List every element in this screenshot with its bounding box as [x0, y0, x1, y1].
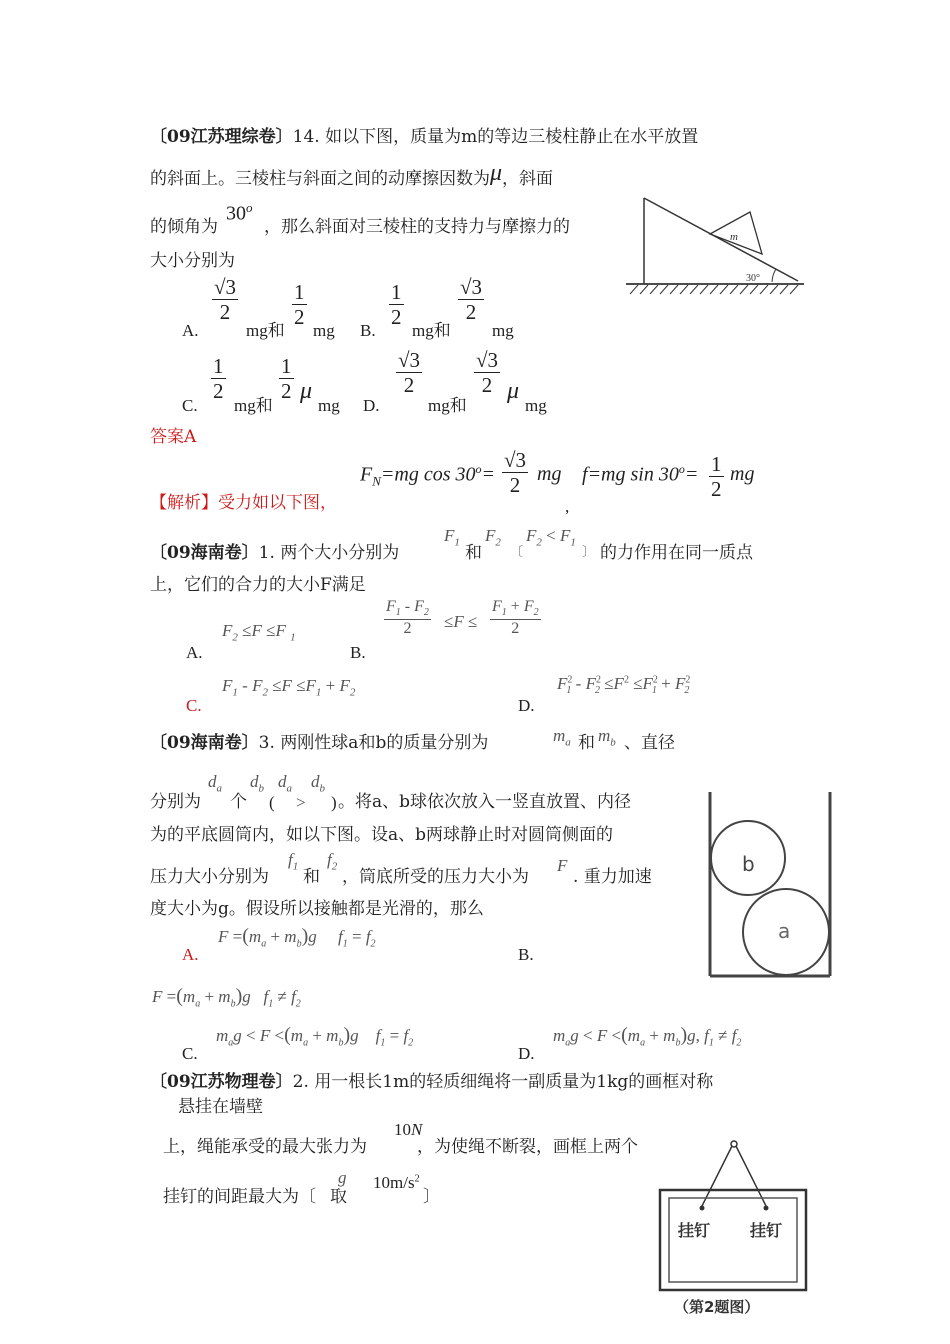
- q1-eq-friction-mg: mg: [730, 463, 755, 485]
- q1-option-c-frac1: $\frac{1}{2}$: [213, 354, 224, 404]
- q1-option-b-text: mg和: [412, 321, 451, 340]
- q1-analysis: 【解析】受力如以下图，: [150, 493, 337, 513]
- frame-inner: [669, 1198, 797, 1282]
- nail-left: [700, 1206, 705, 1211]
- q3-line4c: . 重力加速: [573, 867, 652, 887]
- q3-option-a-label: A.: [182, 945, 199, 964]
- q3-paren-open: (: [269, 793, 275, 812]
- frame-outer: [660, 1190, 806, 1290]
- q2-line1b: 的力作用在同一质点: [600, 543, 753, 563]
- q3-tag: 〔09海南卷〕: [150, 733, 259, 753]
- q2-tag: 〔09海南卷〕: [150, 543, 259, 563]
- q2-option-a-label: A.: [186, 643, 203, 662]
- q3-line5: 度大小为g。假设所以接触都是光滑的，那么: [150, 899, 484, 919]
- q3-option-d-label: D.: [518, 1044, 535, 1063]
- q1-option-d-mu: μ: [507, 378, 520, 404]
- q1-line2: 的斜面上。三棱柱与斜面之间的动摩擦因数为μ，斜面: [150, 160, 554, 189]
- q3-mb: $m_b$: [598, 726, 616, 749]
- q2-option-b-middle: ≤F ≤: [444, 612, 478, 631]
- q2-condition: $F_2 < F_1$: [526, 526, 576, 549]
- q1-option-d-frac1: $\frac{√3}{2}$: [398, 348, 421, 398]
- q1-option-a-frac2: $\frac{1}{2}$: [294, 280, 305, 330]
- q2-and: 和: [465, 543, 482, 563]
- q1-tag: 〔09江苏理综卷〕: [150, 127, 293, 147]
- q3-ma: $m_a$: [553, 726, 571, 749]
- q2-f2: $F_2$: [485, 526, 501, 549]
- q3-f1: $f_1$: [288, 850, 299, 873]
- q2-line2: 上，它们的合力的大小F满足: [150, 575, 366, 595]
- q1-option-c-label: C.: [182, 396, 198, 415]
- q3-paren-close: ): [331, 793, 337, 812]
- q1-eq-friction: f=mg $\sin 30^o=$: [582, 462, 699, 486]
- q4-line1: 〔09江苏物理卷〕2. 用一根长1m的轻质细绳将一副质量为1kg的画框对称: [150, 1072, 714, 1092]
- q2-line1: 〔09海南卷〕1. 两个大小分别为: [150, 543, 400, 563]
- q1-option-d-frac2: $\frac{√3}{2}$: [476, 348, 499, 398]
- q1-option-b-mg: mg: [492, 321, 514, 340]
- q2-option-a-expr: $F_2 \le F \le F$ $_1$: [222, 621, 296, 644]
- cylinder-figure: [700, 788, 840, 982]
- q3-F: F: [557, 856, 568, 875]
- q1-eq-normal-mg: mg: [537, 463, 562, 485]
- q1-answer: 答案A: [150, 427, 197, 447]
- q3-option-b-label: B.: [518, 945, 534, 964]
- q4-g: g: [338, 1168, 347, 1187]
- q3-da: $d_a$: [208, 772, 222, 795]
- q1-eq-comma: ,: [565, 497, 570, 516]
- q1-eq-normal: $F_N=mg$ $\cos 30^o=$: [360, 462, 495, 489]
- q3-db2: $d_b$: [311, 772, 325, 795]
- nail-right: [764, 1206, 769, 1211]
- q4-line2: 悬挂在墙壁: [178, 1097, 263, 1117]
- ball-a-label: a: [778, 919, 791, 943]
- q3-option-c-expr: $m_ag < F <(m_a + m_b)g$ $f_1 = f_2$: [216, 1024, 414, 1049]
- q1-line3: 的倾角为 ，那么斜面对三棱柱的支持力与摩擦力的: [150, 217, 570, 237]
- frame-caption: （第2题图）: [674, 1298, 760, 1316]
- q1-option-b-frac1: $\frac{1}{2}$: [391, 280, 402, 330]
- q3-line4b: ，筒底所受的压力大小为: [342, 867, 529, 887]
- q2-paren-close: 〕: [582, 545, 596, 560]
- q1-option-c-frac2: $\frac{1}{2}$: [281, 354, 292, 404]
- q3-line4-start: 压力大小分别为: [150, 867, 269, 887]
- incline-figure: [622, 192, 808, 298]
- q3-and2: 和: [303, 867, 320, 887]
- q4-gval: $10m/s^2$: [373, 1173, 420, 1192]
- q1-option-b-label: B.: [360, 321, 376, 340]
- ground-hatching: [630, 285, 798, 294]
- q2-option-c-expr: $F_1 - F_2 \le F \le F_1 + F_2$: [222, 676, 356, 699]
- ball-b-label: b: [742, 852, 755, 876]
- q3-da2: $d_a$: [278, 772, 292, 795]
- q3-gt: >: [296, 793, 306, 812]
- q2-option-d-label: D.: [518, 696, 535, 715]
- q1-option-a-frac1: $\frac{√3}{2}$: [214, 275, 237, 325]
- q1-option-d-label: D.: [363, 396, 380, 415]
- q1-option-c-text: mg和: [234, 396, 273, 415]
- prism-label: m: [730, 231, 738, 243]
- q1-angle: 30$^o$: [226, 200, 253, 225]
- q3-f2: $f_2$: [327, 850, 338, 873]
- q2-option-d-expr: $F^2_1 - F^2_2 \le F^2 \le F^2_1 + F^2_2$: [557, 674, 691, 697]
- rope-right: [736, 1146, 766, 1206]
- q2-paren-open: 〔: [510, 545, 524, 560]
- q3-line2b: 。将a、b球依次放入一竖直放置、内径: [338, 792, 632, 812]
- q1-option-b-frac2: $\frac{√3}{2}$: [460, 275, 483, 325]
- rope-left: [702, 1146, 732, 1206]
- q2-option-b-frac1: $\frac{F_1 - F_2}{2}$: [386, 598, 429, 637]
- q2-option-b-frac2: $\frac{F_1 + F_2}{2}$: [492, 598, 539, 637]
- q1-line4: 大小分别为: [150, 251, 235, 271]
- q1-option-d-mg: mg: [525, 396, 547, 415]
- q4-line4: 挂钉的间距最大为〔 取 〕: [163, 1187, 440, 1207]
- q2-option-b-label: B.: [350, 643, 366, 662]
- nail-right-label: 挂钉: [750, 1221, 783, 1240]
- q1-option-a-label: A.: [182, 321, 199, 340]
- nail-left-label: 挂钉: [678, 1221, 711, 1240]
- q3-option-a-expr: $F =(m_a + m_b)g$ $f_1 = f_2$: [218, 925, 376, 950]
- q1-option-c-mg: mg: [318, 396, 340, 415]
- q1-option-c-mu: μ: [300, 378, 313, 404]
- q4-tag: 〔09江苏物理卷〕: [150, 1072, 293, 1092]
- q1-line1: 〔09江苏理综卷〕14. 如以下图，质量为m的等边三棱柱静止在水平放置: [150, 127, 699, 147]
- q1-eq-friction-frac: $\frac{1}{2}$: [711, 452, 722, 502]
- angle-label: 30°: [746, 273, 760, 284]
- q3-line3: 为的平底圆筒内，如以下图。设a、b两球静止时对圆筒侧面的: [150, 825, 614, 845]
- q2-option-c-label: C.: [186, 696, 202, 715]
- q3-option-d-expr: $m_ag < F <(m_a + m_b)g$, $f_1 \ne f_2$: [553, 1024, 742, 1049]
- frame-figure: [656, 1134, 812, 1318]
- q1-option-a-mg: mg: [313, 321, 335, 340]
- angle-arc: [772, 269, 776, 282]
- incline-slope: [644, 198, 798, 281]
- q3-option-c-label: C.: [182, 1044, 198, 1063]
- q2-f1: $F_1$: [444, 526, 460, 549]
- q1-option-d-text: mg和: [428, 396, 467, 415]
- q4-tension: 10N: [394, 1120, 423, 1139]
- q1-option-a-text: mg和: [246, 321, 285, 340]
- q3-db: $d_b$: [250, 772, 264, 795]
- q4-line3: 上，绳能承受的最大张力为 ，为使绳不断裂，画框上两个: [163, 1137, 638, 1157]
- q3-and: 和: [578, 733, 595, 753]
- q3-line1b: 、直径: [624, 733, 675, 753]
- q3-line2-start: 分别为: [150, 792, 201, 812]
- q3-line1: 〔09海南卷〕3. 两刚性球a和b的质量分别为: [150, 733, 489, 753]
- q1-eq-normal-frac: $\frac{√3}{2}$: [504, 448, 527, 498]
- q3-option-b-expr: $F =(m_a + m_b)g$ $f_1 \ne f_2$: [152, 985, 301, 1010]
- q3-ge: 个: [230, 792, 247, 812]
